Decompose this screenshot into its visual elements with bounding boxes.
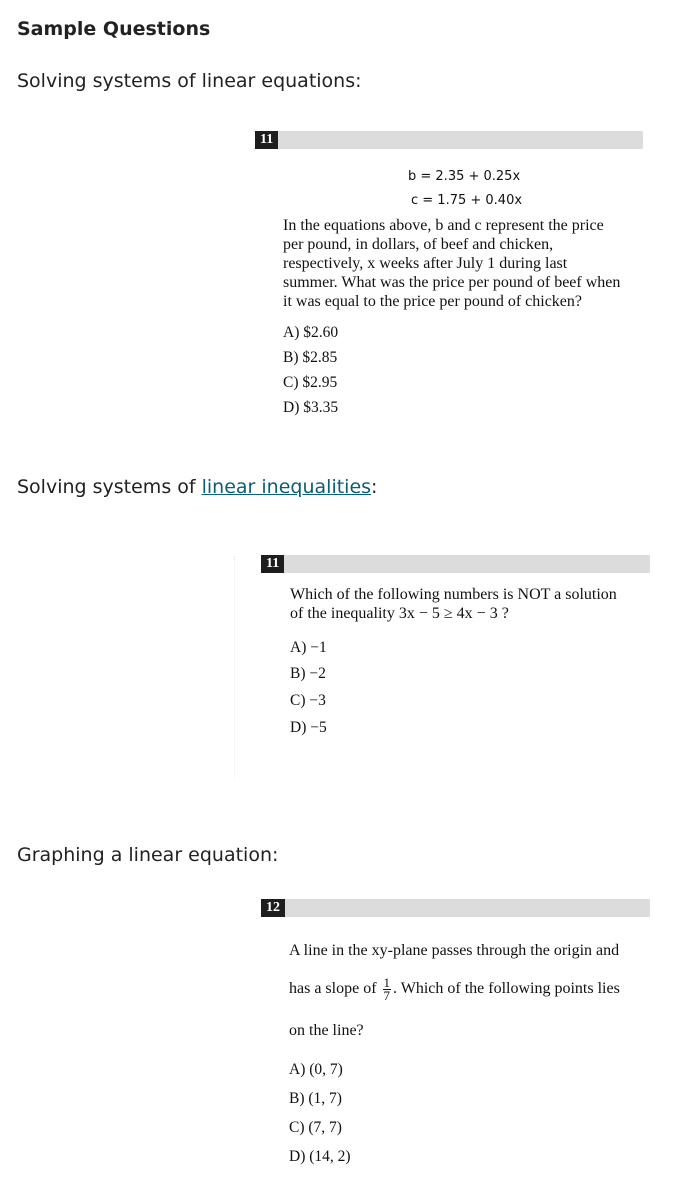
answer-choice-d: D) (14, 2) (289, 1148, 351, 1165)
answer-choice-c: C) $2.95 (283, 374, 338, 391)
answer-choice-a: A) −1 (290, 639, 327, 656)
question-text-line (289, 974, 620, 1004)
equation-b: b = 2.35 + 0.25x (408, 169, 521, 184)
fraction (383, 974, 392, 1003)
page-title: Sample Questions (17, 18, 211, 40)
linear-inequalities-link[interactable]: linear inequalities (201, 476, 372, 498)
divider (234, 556, 235, 778)
question-text (283, 216, 620, 311)
question-text-fragment: . Which of the following points lies (393, 980, 620, 997)
question-text-line: it was equal to the price per pound of chicken? (283, 293, 582, 310)
answer-choice-c: C) (7, 7) (289, 1119, 342, 1136)
answer-choice-b: B) −2 (290, 665, 326, 682)
answer-choice-c: C) −3 (290, 692, 326, 709)
question-text-line: In the equations above, b and c represent the price (283, 217, 604, 234)
question-text-line: respectively, x weeks after July 1 during last (283, 255, 568, 272)
answer-choice-b: B) (1, 7) (289, 1090, 342, 1107)
answer-choice-a: A) $2.60 (283, 324, 339, 341)
section-label-linear-equations: Solving systems of linear equations: (17, 70, 362, 92)
answer-choice-d: D) $3.35 (283, 399, 339, 416)
section-label-colon: : (371, 476, 378, 498)
question-text-line: Which of the following numbers is NOT a solution (290, 586, 617, 603)
answer-choice-d: D) −5 (290, 719, 327, 736)
question-text-line: per pound, in dollars, of beef and chicken, (283, 236, 554, 253)
section-label-graphing: Graphing a linear equation: (17, 844, 279, 866)
question-text-line: A line in the xy-plane passes through the origin and (289, 942, 620, 959)
question-header-bar (255, 131, 643, 149)
question-number: 11 (255, 131, 278, 149)
question-number: 11 (261, 555, 284, 573)
section-label-linear-inequalities (17, 476, 377, 498)
question-header-bar (261, 899, 650, 917)
question-text (290, 585, 617, 623)
answer-choice-a: A) (0, 7) (289, 1061, 343, 1078)
question-text-line: of the inequality 3x − 5 ≥ 4x − 3 ? (290, 605, 509, 622)
section-label-text: Solving systems of (17, 476, 202, 498)
fraction-denominator: 7 (383, 987, 391, 1003)
question-text-line: summer. What was the price per pound of beef when (283, 274, 621, 291)
question-text-line: on the line? (289, 1022, 364, 1039)
question-header-bar (261, 555, 650, 573)
answer-choice-b: B) $2.85 (283, 349, 338, 366)
question-text-fragment: has a slope of (289, 980, 381, 997)
question-number: 12 (261, 899, 285, 917)
equation-c: c = 1.75 + 0.40x (411, 193, 523, 208)
fraction-numerator: 1 (383, 974, 391, 990)
